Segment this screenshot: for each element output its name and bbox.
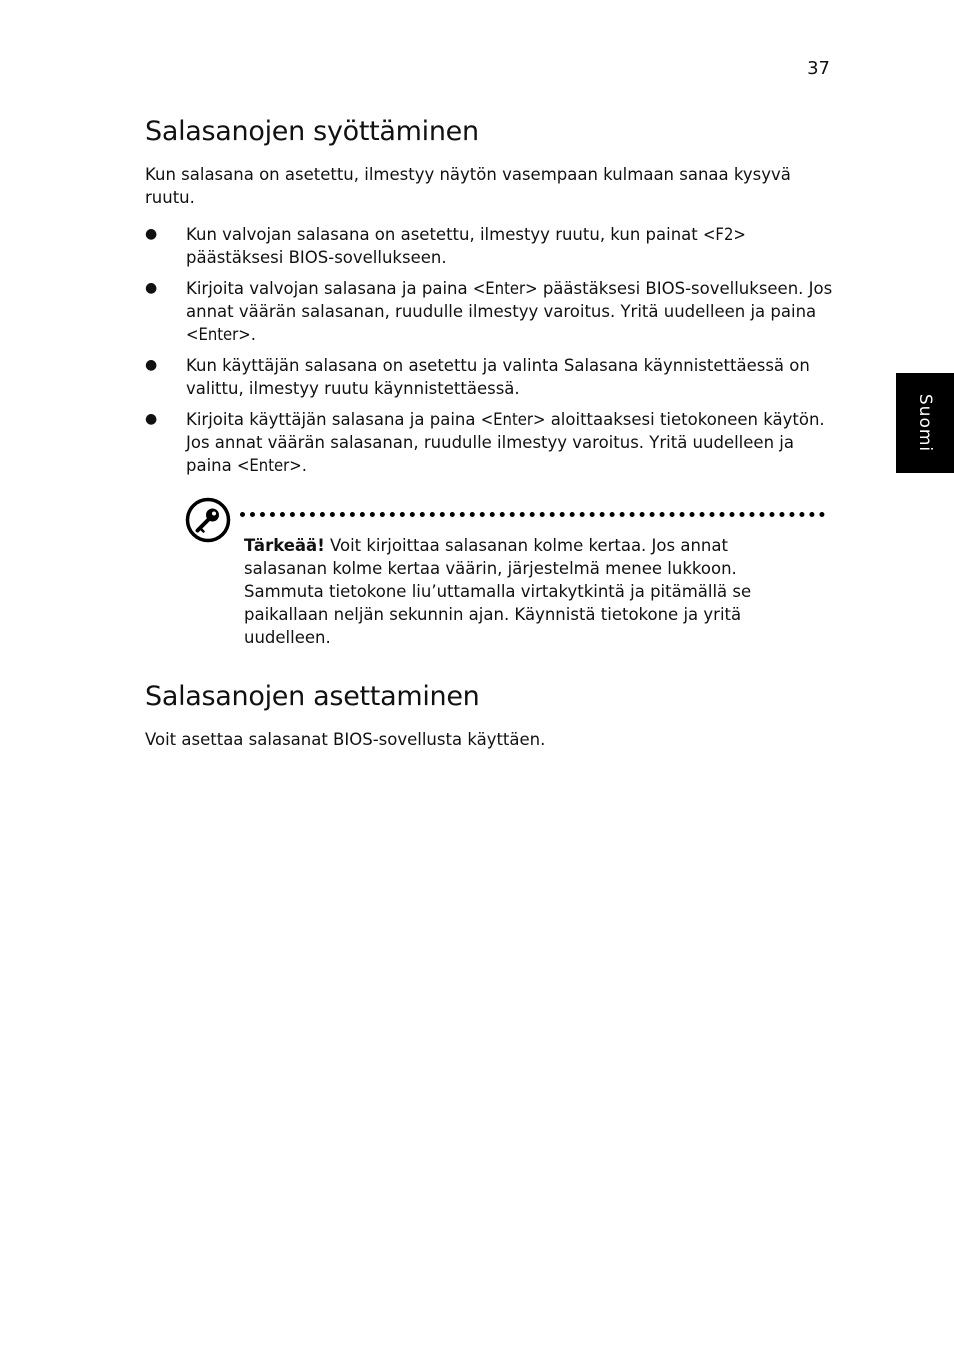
section-heading-setting-passwords: Salasanojen asettaminen <box>145 681 480 712</box>
dotted-separator <box>240 512 825 517</box>
page-content <box>145 116 835 765</box>
important-note <box>185 501 835 661</box>
list-item-text: Kun käyttäjän salasana on asetettu ja valinta Salasana käynnistettäessä on valittu, ilmestyy ruutu käynnistettäessä. <box>186 356 810 398</box>
language-side-tab <box>896 373 954 473</box>
note-label: Tärkeää! <box>244 536 325 555</box>
bullet-icon: ● <box>145 357 158 373</box>
note-body: Voit kirjoittaa salasanan kolme kertaa. Jos annat salasanan kolme kertaa väärin, järjestelmä menee lukkoon. Sammuta tietokone liu’uttamalla virtakytkintä ja pitämällä se paikallaan neljän sekunnin ajan. Käynnistä tietokone ja yritä uudelleen. <box>244 536 752 647</box>
list-item-text: . <box>301 456 307 475</box>
bullet-icon: ● <box>145 226 158 242</box>
side-tab-label: Suomi <box>915 393 935 453</box>
bullet-icon: ● <box>145 411 158 427</box>
list-item-text: päästäksesi BIOS-sovellukseen. <box>186 248 447 267</box>
bullet-list <box>145 223 835 477</box>
key-label: <Enter> <box>186 325 251 344</box>
page-number: 37 <box>807 58 830 79</box>
key-label: <Enter> <box>472 279 538 298</box>
list-item <box>145 277 835 346</box>
section-intro-paragraph: Voit asettaa salasanat BIOS-sovellusta käyttäen. <box>145 730 546 749</box>
section-intro-paragraph: Kun salasana on asetettu, ilmestyy näytön vasempaan kulmaan sanaa kysyvä ruutu. <box>145 165 791 207</box>
list-item-text: päästäksesi BIOS-sovellukseen. Jos annat väärän salasanan, ruudulle ilmestyy varoitus. Yritä uudelleen ja paina <box>186 279 833 321</box>
key-label: <Enter> <box>480 410 546 429</box>
list-item <box>145 408 835 477</box>
list-item-text: Kirjoita valvojan salasana ja paina <box>186 279 473 298</box>
section-setting-passwords <box>145 681 835 751</box>
section-heading-entering-passwords: Salasanojen syöttäminen <box>145 116 479 147</box>
list-item-text: aloittaaksesi tietokoneen käytön. Jos annat väärän salasanan, ruudulle ilmestyy varoitus. Yritä uudelleen ja paina <box>186 410 825 475</box>
key-label: <Enter> <box>236 456 302 475</box>
bullet-icon: ● <box>145 280 158 296</box>
list-item-text: . <box>250 325 256 344</box>
note-text <box>244 534 804 649</box>
key-label: <F2> <box>702 225 746 244</box>
list-item-text: Kun valvojan salasana on asetettu, ilmestyy ruutu, kun painat <box>186 225 703 244</box>
key-icon <box>185 497 231 543</box>
list-item <box>145 223 835 269</box>
list-item <box>145 354 835 400</box>
list-item-text: Kirjoita käyttäjän salasana ja paina <box>186 410 481 429</box>
